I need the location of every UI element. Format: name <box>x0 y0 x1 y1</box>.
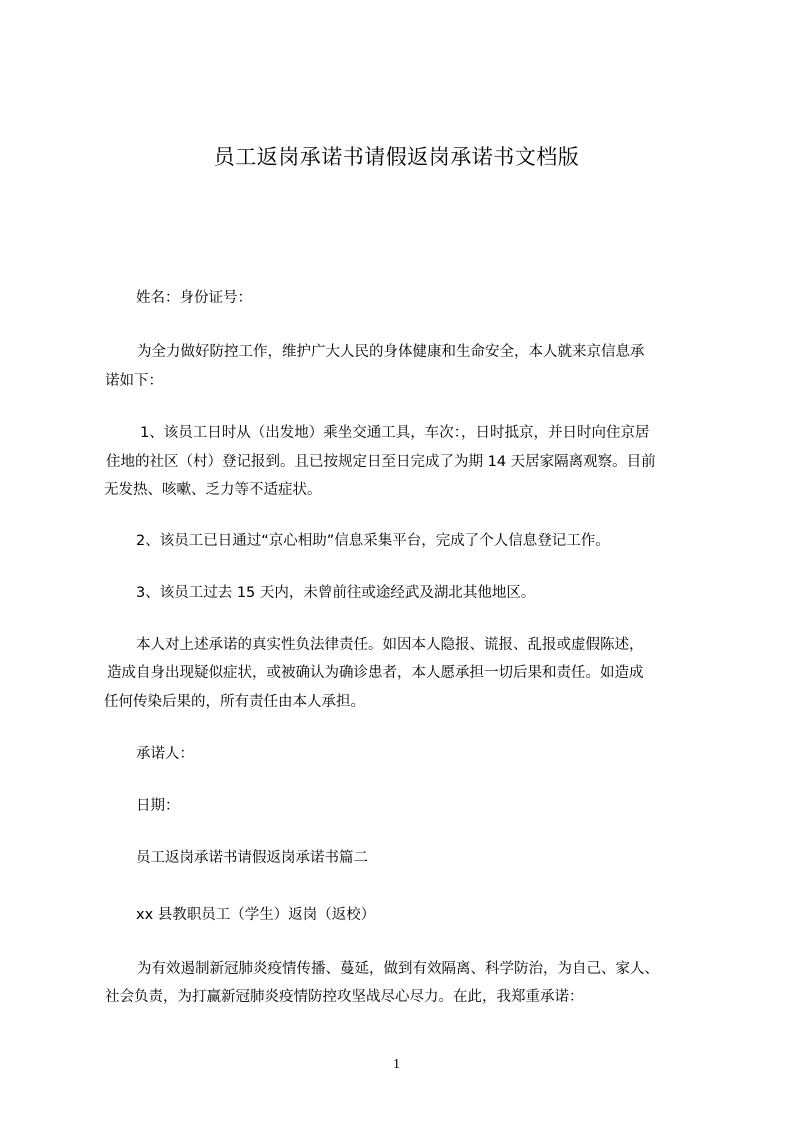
item-1-line-1: 1、该员工日时从（出发地）乘坐交通工具，车次：，日时抵京，并日时向住京居 <box>140 425 650 441</box>
section-2-title: 员工返岗承诺书请假返岗承诺书篇二 <box>136 850 368 866</box>
responsibility-line-2: 造成自身出现疑似症状，或被确认为确诊患者，本人愿承担一切后果和责任。如造成 <box>107 665 644 681</box>
intro-line-2: 诺如下： <box>105 373 163 389</box>
section-2-paragraph-line-1: 为有效遏制新冠肺炎疫情传播、蔓延，做到有效隔离、科学防治，为自己、家人、 <box>137 961 659 977</box>
intro-line-1: 为全力做好防控工作，维护广大人民的身体健康和生命安全，本人就来京信息承 <box>137 344 645 360</box>
section-2-paragraph-line-2: 社会负责，为打赢新冠肺炎疫情防控攻坚战尽心尽力。在此，我郑重承诺： <box>105 989 584 1005</box>
responsibility-line-3: 任何传染后果的，所有责任由本人承担。 <box>104 694 365 710</box>
page-number: 1 <box>393 1057 400 1072</box>
responsibility-line-1: 本人对上述承诺的真实性负法律责任。如因本人隐报、谎报、乱报或虚假陈述， <box>136 637 644 653</box>
signer-label: 承诺人： <box>136 746 194 762</box>
item-2: 2、该员工已日通过“京心相助”信息采集平台，完成了个人信息登记工作。 <box>136 533 610 549</box>
item-1-line-3: 无发热、咳嗽、乏力等不适症状。 <box>104 482 322 498</box>
name-id-label: 姓名：身份证号： <box>136 290 252 306</box>
item-1-line-2: 住地的社区（村）登记报到。且已按规定日至日完成了为期 14 天居家隔离观察。目前 <box>106 454 656 470</box>
document-title: 员工返岗承诺书请假返岗承诺书文档版 <box>213 145 580 169</box>
date-label: 日期： <box>136 798 180 814</box>
section-2-subtitle: xx 县教职员工（学生）返岗（返校） <box>136 907 376 923</box>
item-3: 3、该员工过去 15 天内，未曾前往或途经武及湖北其他地区。 <box>136 585 536 601</box>
